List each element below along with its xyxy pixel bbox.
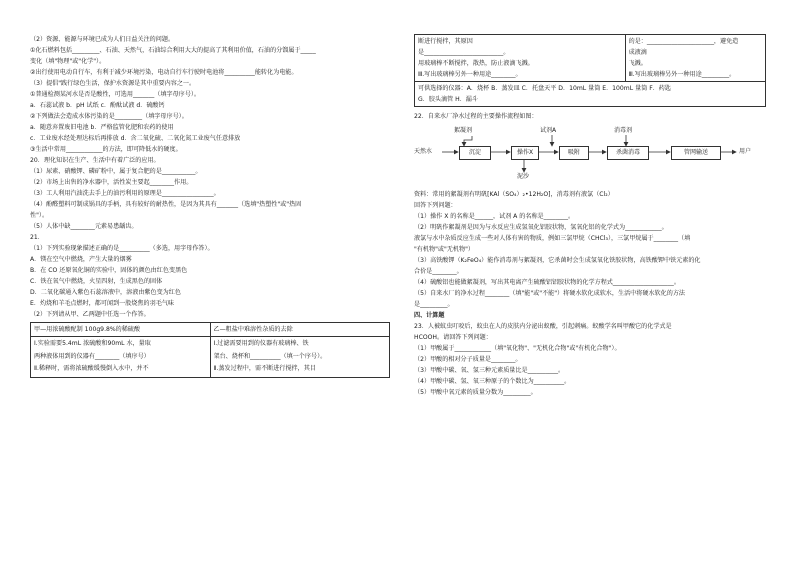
table-cell-jia xyxy=(31,337,211,378)
text-line: D．二氧化碳通入紫色石蕊溶液中，溶液由紫色变为红色 xyxy=(30,289,181,296)
left-question-text xyxy=(30,34,390,320)
table-line: Ⅰ.过滤需要用到的仪器有玻璃棒、铁 xyxy=(213,340,309,347)
table-line: Ⅱ.稀释时，需将浓硫酸缓慢倒入水中，并不 xyxy=(34,365,149,372)
table-line: 是__________________________。 xyxy=(418,49,510,56)
text-line: （2）资源、能源与环境已成为人们日益关注的问题。 xyxy=(30,36,175,43)
table-header-jia: 甲—用浓硫酸配制 100g9.8%的稀硫酸 xyxy=(31,323,211,337)
table-cell-jia-continued xyxy=(415,35,626,82)
text-line: （2）明矾作絮凝剂是因为与水反应生成氢氧化铝胶状物，氢氧化铝的化学式为____________。 xyxy=(414,224,668,231)
left-column xyxy=(30,34,390,378)
instrument-options-line: G．胶头滴管 H．漏斗 xyxy=(418,96,478,103)
text-line: 回答下列问题： xyxy=(414,202,457,209)
text-line: （1）尿素、硝酸钾、磷矿粉中，属于复合肥的是___________。 xyxy=(30,168,202,175)
text-line: 20．理化知识在生产、生活中有着广泛的应用。 xyxy=(30,157,160,164)
text-line: （3）工人利用汽油洗去手上的油污利用的原理是_________________。 xyxy=(30,190,220,197)
text-line: （1）操作 X 的名称是______，试剂 A 的名称是________。 xyxy=(414,213,575,220)
flow-step-box: 沉淀 xyxy=(459,146,491,160)
text-line: （2）下列请从甲、乙两题中任选一个作答。 xyxy=(30,311,150,318)
text-line: （3）提倡"践行绿色生活，保护水资源是其中重要内容之一。 xyxy=(30,80,196,87)
text-line: 23．人被蚊虫叮咬后，蚊虫在人的皮肤内分泌出蚁酸，引起刺痛。蚁酸学名叫甲酸它的化学式是 xyxy=(414,323,672,330)
text-line: C．铁在氧气中燃烧，火星四射，生成黑色的固体 xyxy=(30,278,163,285)
experiment-choice-table xyxy=(30,322,390,378)
sludge-label: 泥沙 xyxy=(517,173,530,180)
text-line: （3）甲酸中碳、氧、氢三种元素质量比是__________。 xyxy=(414,367,565,374)
table-line: Ⅲ.写出玻璃棒另外一种用途________。 xyxy=(418,71,522,78)
text-line: ①普通检测某河水是否是酸性，可选用_______（填字母序号）。 xyxy=(30,91,200,98)
user-label: 用户 xyxy=(739,148,752,155)
table-line: Ⅰ.实验需要5.4mL 浓硫酸和90mL 水，量取 xyxy=(34,340,151,347)
text-line: HCOOH。请回答下列问题： xyxy=(414,334,492,341)
text-line: 是_________。 xyxy=(414,301,454,308)
instrument-options-line: 可供选择的仪器：A．烧杯 B．蒸发皿 C．托盘天平 D．10mL 量筒 E．100mL 量筒 F．药匙 xyxy=(418,85,671,92)
text-line: ②出行使用电动自行车，有利于减少环境污染，电动自行车行驶时电池将__________能转化为电能。 xyxy=(30,69,298,76)
flow-step-box: 管网输送 xyxy=(671,146,721,160)
text-line: 性"）。 xyxy=(30,212,49,219)
table-line: 架台、烧杯和__________（填一个序号）。 xyxy=(213,352,327,360)
table-header-yi: 乙—粗盐中难溶性杂质的去除 xyxy=(210,323,390,337)
flocculant-label: 絮凝剂 xyxy=(454,127,473,134)
flow-step-box: 操作X xyxy=(511,146,539,160)
text-line: （4）甲酸中碳、氢、氧三种原子的个数比为__________。 xyxy=(414,378,571,385)
disinfectant-label: 消毒剂 xyxy=(614,127,633,134)
text-line: 资料：常用的絮凝剂有明矾[KAl（SO₄）₂•12H₂O]，消毒剂有液氯（Cl₂） xyxy=(414,191,614,198)
table-cell-yi xyxy=(210,337,390,378)
text-line: 21． xyxy=(30,234,44,241)
text-line: a．石蕊试液 b．pH 试纸 c．酚酞试液 d．硫酸钙 xyxy=(30,102,165,109)
experiment-choice-table-continued xyxy=(414,34,766,107)
table-line: Ⅱ.蒸发过程中，需不断进行搅拌，其目 xyxy=(213,365,316,372)
text-line: A．镁在空气中燃烧，产生大量的烟雾 xyxy=(30,256,132,263)
table-line: 用玻璃棒不断搅拌，散热，防止液滴飞溅。 xyxy=(418,60,534,67)
text-line: "有机物"或"无机物"） xyxy=(414,246,474,253)
text-line: （2）市场上出售的净水器中，活性炭主要起________作用。 xyxy=(30,179,193,186)
flow-step-box: 吸附 xyxy=(559,146,589,160)
text-line: a．随意弃置废旧电池 b．严格监管化肥和农药的使用 xyxy=(30,124,174,131)
text-line: ②下列做法会造成水体污染的是_________（填字母序号）。 xyxy=(30,113,188,120)
table-line: 成液滴 xyxy=(628,49,647,56)
text-line: 变化（填"物理"或"化学"）。 xyxy=(30,58,106,65)
water-treatment-flow-diagram xyxy=(414,124,766,188)
text-line: （5）自来水厂的净水过程________（填"能"或"不能"）将硬水软化成软水，生活中将硬水软化的方法 xyxy=(414,290,686,297)
text-line: c．工业废水经处理达标后再排放 d．含二氧化硫、二氧化氮工业废气任意排放 xyxy=(30,135,241,142)
text-line: B．在 CO 还原氧化铜的实验中，固体的颜色由红色变黑色 xyxy=(30,267,188,274)
text-line: （4）酚醛塑料可制成锅具的手柄，具有较好的耐热性，是因为其具有_______（选填"热塑性"或"热固 xyxy=(30,201,302,208)
table-line: 飞溅。 xyxy=(628,60,647,67)
question-22-title: 22．自来水厂净水过程的主要操作流程如图： xyxy=(414,113,538,120)
table-line: 两种液体用到的仪器有________（填序号） xyxy=(34,352,150,360)
text-line: 合价是________。 xyxy=(414,268,463,275)
text-line: （2）甲酸的相对分子质量是________。 xyxy=(414,356,522,363)
text-line: （3）高铁酸钾（K₂FeO₄）能作消毒剂与絮凝剂，它杀菌时会生成氢氧化铁胶状物，高铁酸钾中铁元素的化 xyxy=(414,257,701,264)
section-heading: 四、计算题 xyxy=(414,312,445,319)
text-line: ①化石燃料包括_________、石油、天然气，石油综合利用大大的提高了其利用价值，石油的分馏属于_____ xyxy=(30,47,316,54)
text-line: （1）甲酸属于____________（填"氧化物"、"无机化合物"或"有机化合物"）。 xyxy=(414,345,621,352)
reagent-a-label: 试剂A xyxy=(540,127,557,134)
text-line: ③生活中常用____________的方法，即可降低水的硬度。 xyxy=(30,146,182,153)
right-question-text xyxy=(414,189,766,398)
right-column xyxy=(414,34,766,398)
natural-water-label: 天然水 xyxy=(414,148,433,155)
text-line: 液氯与水中杂质反应生成一些对人体有害的物质，例如三氯甲烷（CHCl₃），三氯甲烷属于________（填 xyxy=(414,235,691,242)
text-line: （1）下列实验现象描述正确的是__________（多选，用字母作答）。 xyxy=(30,245,214,252)
flow-step-box: 杀菌消毒 xyxy=(607,146,649,160)
table-line: 断进行搅拌，其原因 xyxy=(418,38,473,45)
text-line: E．灼烧和羊毛点燃时，都可闻到一股烧焦的羽毛气味 xyxy=(30,300,175,307)
table-line: Ⅲ.写出玻璃棒另外一种用途_________。 xyxy=(628,71,736,78)
table-line: 的是：______________________，避免造 xyxy=(628,38,739,45)
text-line: （5）甲酸中氧元素的质量分数为_________。 xyxy=(414,389,537,396)
text-line: （4）硫酸铝也能做絮凝剂，写出其电离产生硫酸铝铝胶状物的化学方程式____________________。 xyxy=(414,279,680,286)
text-line: （5）人体中缺________元素易患龋齿。 xyxy=(30,223,138,230)
table-cell-yi-continued xyxy=(625,35,765,82)
instrument-options-cell xyxy=(415,82,766,107)
